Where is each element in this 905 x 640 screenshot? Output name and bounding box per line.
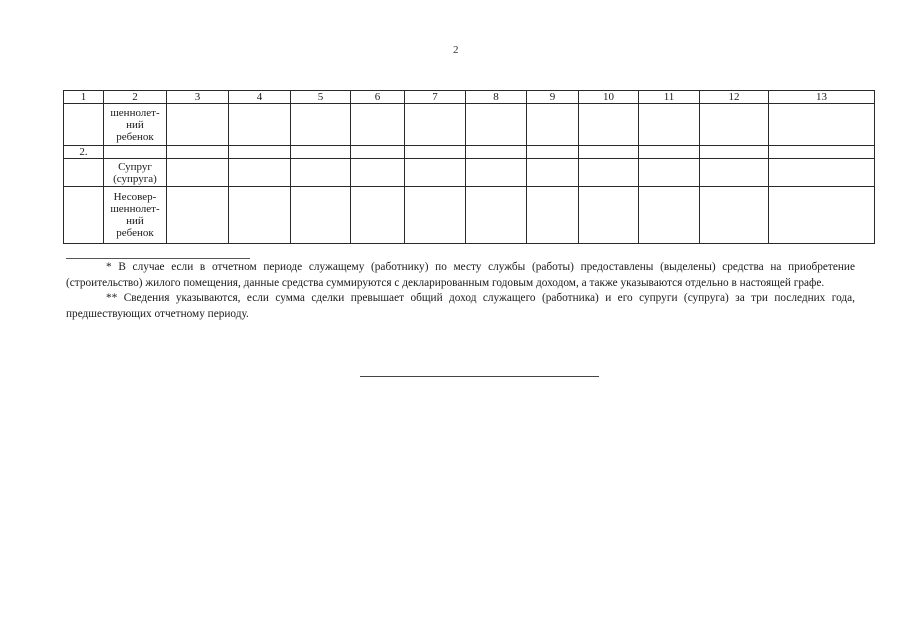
column-header: 2 bbox=[104, 91, 167, 104]
table-cell bbox=[405, 187, 466, 244]
table-cell bbox=[351, 159, 405, 187]
table-cell bbox=[291, 104, 351, 146]
table-cell bbox=[527, 159, 579, 187]
footnotes bbox=[66, 260, 855, 322]
column-header: 10 bbox=[579, 91, 639, 104]
table-cell bbox=[229, 159, 291, 187]
column-header: 8 bbox=[466, 91, 527, 104]
table-header-row bbox=[64, 91, 875, 104]
table-row bbox=[64, 104, 875, 146]
table-cell bbox=[229, 187, 291, 244]
table-row bbox=[64, 159, 875, 187]
table-cell bbox=[466, 146, 527, 159]
end-of-document-line bbox=[360, 376, 599, 377]
row-number-cell bbox=[64, 104, 104, 146]
table-cell bbox=[579, 159, 639, 187]
table-cell bbox=[769, 159, 875, 187]
table-cell bbox=[167, 159, 229, 187]
table-cell bbox=[579, 104, 639, 146]
table-cell bbox=[291, 187, 351, 244]
table-cell bbox=[466, 159, 527, 187]
footnote-separator bbox=[66, 258, 250, 259]
declaration-table bbox=[63, 90, 875, 244]
table-cell bbox=[579, 187, 639, 244]
table-cell bbox=[639, 159, 700, 187]
table-cell bbox=[700, 159, 769, 187]
table-cell bbox=[291, 159, 351, 187]
table-cell bbox=[527, 146, 579, 159]
table-cell bbox=[700, 104, 769, 146]
table-cell bbox=[700, 146, 769, 159]
table-cell bbox=[639, 104, 700, 146]
column-header: 11 bbox=[639, 91, 700, 104]
table-cell bbox=[579, 146, 639, 159]
column-header: 9 bbox=[527, 91, 579, 104]
table-cell bbox=[466, 104, 527, 146]
column-header: 4 bbox=[229, 91, 291, 104]
table-cell bbox=[639, 187, 700, 244]
row-number-cell bbox=[64, 187, 104, 244]
column-header: 7 bbox=[405, 91, 466, 104]
relation-cell: Несовер- шеннолет- ний ребенок bbox=[104, 187, 167, 244]
table-cell bbox=[639, 146, 700, 159]
page-number: 2 bbox=[453, 44, 459, 56]
table-cell bbox=[405, 146, 466, 159]
relation-cell bbox=[104, 146, 167, 159]
footnote-2: ** Сведения указываются, если сумма сделки превышает общий доход служащего (работника) и его супруги (супруга) за три последних года, предшествующих отчетному периоду. bbox=[66, 292, 855, 320]
table-cell bbox=[351, 146, 405, 159]
table-row bbox=[64, 187, 875, 244]
table-cell bbox=[167, 146, 229, 159]
table-cell bbox=[405, 104, 466, 146]
table-cell bbox=[167, 187, 229, 244]
table-cell bbox=[466, 187, 527, 244]
table-cell bbox=[527, 187, 579, 244]
relation-cell: шеннолет- ний ребенок bbox=[104, 104, 167, 146]
column-header: 6 bbox=[351, 91, 405, 104]
column-header: 3 bbox=[167, 91, 229, 104]
row-number-cell bbox=[64, 159, 104, 187]
table-cell bbox=[769, 146, 875, 159]
table-cell bbox=[167, 104, 229, 146]
table-cell bbox=[291, 146, 351, 159]
column-header: 5 bbox=[291, 91, 351, 104]
column-header: 1 bbox=[64, 91, 104, 104]
table-cell bbox=[527, 104, 579, 146]
table-cell bbox=[769, 104, 875, 146]
footnote-1: * В случае если в отчетном периоде служащему (работнику) по месту службы (работы) предоставлены (выделены) средства на приобретение (строительство) жилого помещения, данные средства суммируются с декларированным годовым доходом, а также указываются отдельно в настоящей графе. bbox=[66, 261, 855, 289]
table-cell bbox=[769, 187, 875, 244]
table-cell bbox=[405, 159, 466, 187]
table-cell bbox=[351, 104, 405, 146]
table-cell bbox=[229, 104, 291, 146]
table-cell bbox=[229, 146, 291, 159]
row-number-cell: 2. bbox=[64, 146, 104, 159]
column-header: 12 bbox=[700, 91, 769, 104]
column-header: 13 bbox=[769, 91, 875, 104]
relation-cell: Супруг (супруга) bbox=[104, 159, 167, 187]
table-cell bbox=[700, 187, 769, 244]
table-cell bbox=[351, 187, 405, 244]
table-row bbox=[64, 146, 875, 159]
